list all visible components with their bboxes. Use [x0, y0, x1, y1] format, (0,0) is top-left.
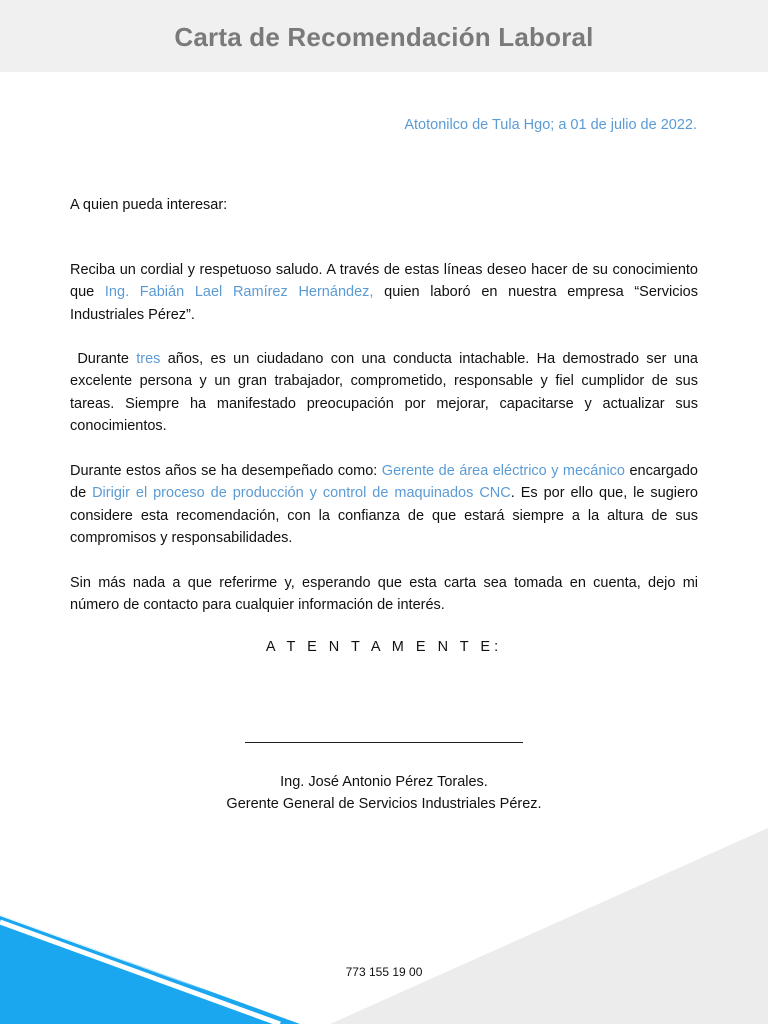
signer-title: Gerente General de Servicios Industriales Pérez. — [226, 796, 542, 812]
closing-phrase: A T E N T A M E N T E: — [265, 639, 503, 655]
p3-text-after: . Es por ello que, le sugiero considere esta recomendación, con la confianza de que estará siempre a la altura de sus compromisos y responsabilidades. — [70, 485, 698, 546]
p3-text-before: Durante estos años se ha desempeñado como: — [70, 463, 382, 479]
gray-corner-shape — [330, 828, 768, 1024]
contact-phone: 773 155 19 00 — [345, 965, 423, 979]
page-title: Carta de Recomendación Laboral — [174, 22, 594, 52]
job-role: Gerente de área eléctrico y mecánico — [381, 463, 625, 479]
p3-text-middle: encargado de — [70, 463, 698, 502]
p1-text-after: quien laboró en nuestra empresa “Servicios Industriales Pérez”. — [70, 284, 698, 323]
job-duty: Dirigir el proceso de producción y control de maquinados CNC — [92, 485, 511, 502]
paragraph-closing: Sin más nada a que referirme y, esperando que esta carta sea tomada en cuenta, dejo mi número de contacto para cualquier información de interés. — [70, 575, 698, 614]
candidate-name: Ing. Fabián Lael Ramírez Hernández, — [104, 284, 374, 301]
years-worked: tres — [136, 351, 161, 367]
letter-date: Atotonilco de Tula Hgo; a 01 de julio de 2022. — [404, 117, 697, 133]
signer-name: Ing. José Antonio Pérez Torales. — [280, 774, 488, 790]
p2-text-before: Durante — [77, 351, 137, 367]
p2-text-after: años, es un ciudadano con una conducta intachable. Ha demostrado ser una excelente persona y un gran trabajador, comprometido, responsable y fiel cumplidor de sus tareas. Siempre ha manifestado preocupación por mejorar, capacitarse y actualizar sus conocimientos. — [70, 351, 698, 434]
p1-text-before: Reciba un cordial y respetuoso saludo. A través de estas líneas deseo hacer de su conocimiento que — [70, 262, 698, 301]
letter-salutation: A quien pueda interesar: — [70, 197, 228, 213]
